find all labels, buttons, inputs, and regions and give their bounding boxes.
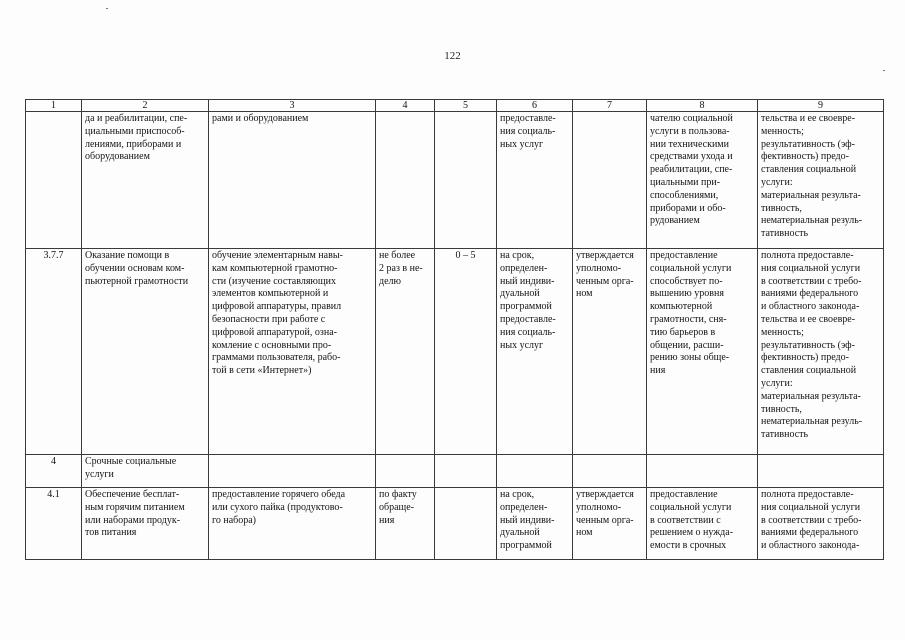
service-conditions: предоставление социальной услуги способствует по- вышению уровня компьютерной грамотности, сня- тию барьеров в общении, расши- рению зоны обще- ния [647, 249, 758, 455]
column-number: 9 [758, 100, 884, 112]
service-frequency [376, 112, 435, 249]
column-number: 1 [26, 100, 82, 112]
service-content: рами и оборудованием [209, 112, 376, 249]
service-quality: полнота предоставле- ния социальной услуги в соответствии с требо- ваниями федерального и областного законода- [758, 488, 884, 560]
services-table [25, 99, 884, 560]
service-quality: полнота предоставле- ния социальной услуги в соответствии с требо- ваниями федерального и областного законода- тельства и ее своевре- менность; результативность (эф- фективность) предо- ставления социальной услуги: материальная результа- тивность, нематериальная резуль- тативность [758, 249, 884, 455]
service-cost: 0 – 5 [435, 249, 497, 455]
service-cost [435, 488, 497, 560]
service-number [26, 112, 82, 249]
service-content: обучение элементарным навы- кам компьютерной грамотно- сти (изучение составляющих элементов компьютерной и цифровой аппаратуры, правил безопасности при работе с цифровой аппаратурой, озна- комление с основными про- граммами пользователя, рабо- той в сети «Интернет») [209, 249, 376, 455]
service-term: предоставле- ния социаль- ных услуг [497, 112, 573, 249]
service-name: Обеспечение бесплат- ным горячим питанием или наборами продук- тов питания [82, 488, 209, 560]
scan-speck [883, 70, 885, 71]
service-term: на срок, определен- ный индиви- дуальной программой предоставле- ния социаль- ных услуг [497, 249, 573, 455]
column-number: 8 [647, 100, 758, 112]
service-content [209, 455, 376, 488]
service-conditions: предоставление социальной услуги в соответствии с решением о нужда- емости в срочных [647, 488, 758, 560]
service-conditions [647, 455, 758, 488]
table-row [26, 455, 884, 488]
service-frequency [376, 455, 435, 488]
service-number: 4 [26, 455, 82, 488]
service-number: 4.1 [26, 488, 82, 560]
service-name: да и реабилитации, спе- циальными приспособ- лениями, приборами и оборудованием [82, 112, 209, 249]
column-number: 3 [209, 100, 376, 112]
column-number: 6 [497, 100, 573, 112]
service-term [497, 455, 573, 488]
service-frequency: по факту обраще- ния [376, 488, 435, 560]
service-conditions: чателю социальной услуги в пользова- нии техническими средствами ухода и реабилитации, спе- циальными при- способлениями, приборами и обо- рудованием [647, 112, 758, 249]
table-row [26, 488, 884, 560]
service-norm: утверждается уполномо- ченным орга- ном [573, 249, 647, 455]
column-number-row [26, 100, 884, 112]
table-row [26, 249, 884, 455]
service-number: 3.7.7 [26, 249, 82, 455]
service-norm [573, 455, 647, 488]
page-number: 122 [444, 50, 461, 62]
service-quality: тельства и ее своевре- менность; результативность (эф- фективность) предо- ставления социальной услуги: материальная результа- тивность, нематериальная резуль- тативность [758, 112, 884, 249]
service-cost [435, 455, 497, 488]
service-frequency: не более 2 раз в не- делю [376, 249, 435, 455]
table-row [26, 112, 884, 249]
service-norm: утверждается уполномо- ченным орга- ном [573, 488, 647, 560]
service-term: на срок, определен- ный индиви- дуальной программой [497, 488, 573, 560]
service-content: предоставление горячего обеда или сухого пайка (продуктово- го набора) [209, 488, 376, 560]
column-number: 2 [82, 100, 209, 112]
column-number: 4 [376, 100, 435, 112]
service-name: Оказание помощи в обучении основам ком- пьютерной грамотности [82, 249, 209, 455]
column-number: 7 [573, 100, 647, 112]
column-number: 5 [435, 100, 497, 112]
scan-speck [106, 8, 108, 9]
service-quality [758, 455, 884, 488]
service-norm [573, 112, 647, 249]
service-cost [435, 112, 497, 249]
service-name: Срочные социальные услуги [82, 455, 209, 488]
